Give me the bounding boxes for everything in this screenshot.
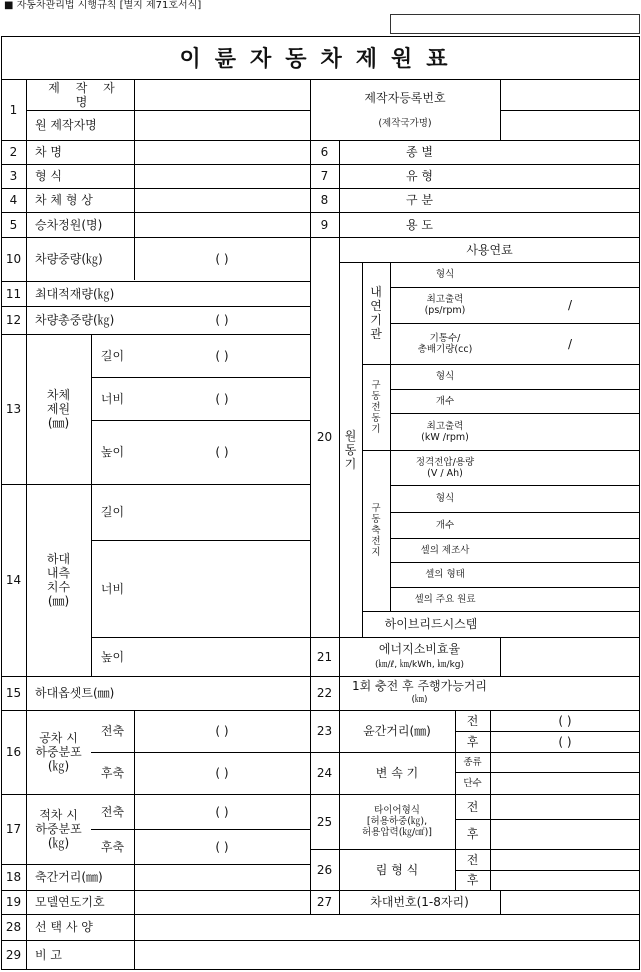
row-num-4: 4 [9,193,18,207]
row-num-23: 23 [316,724,333,738]
efficiency-units: (㎞/ℓ, ㎞/kWh, ㎞/kg) [374,660,465,670]
transmission-label: 변 속 기 [375,766,419,780]
vin-label: 차대번호(1-8자리) [370,895,469,909]
row-num-17: 17 [5,822,22,836]
maker-country-label: (제작국가명) [378,117,432,129]
motor-type-label: 형식 [435,371,455,382]
range-label: 1회 충전 후 주행가능거리 [352,679,487,693]
loaded-rear-axle-label: 후축 [100,839,125,854]
row-num-29: 29 [5,948,22,962]
body-length-label: 길이 [100,348,125,363]
empty-front-axle-label: 전축 [100,724,125,738]
ice-type-label: 형식 [435,269,455,280]
options-label: 선 택 사 양 [35,920,93,934]
row-num-28: 28 [5,920,22,934]
hybrid-label: 하이브리드시스템 [384,617,478,631]
motor-count-label: 개수 [435,395,455,407]
model-year-label: 모델연도기호 [35,895,105,909]
rim-rear-label: 후 [466,873,479,887]
deck-offset-label: 하대옵셋트(㎜) [35,686,115,700]
remarks-label: 비 고 [35,948,62,962]
original-maker-label: 원 제작자명 [35,118,97,132]
tread-rear-paren: ( ) [558,734,572,749]
ice-cylinder-slash: / [567,336,573,351]
remarks-field[interactable] [134,940,640,970]
rim-front-label: 전 [466,852,479,867]
form-number: ■ 자동차관리법 시행규칙 [별지 제71호서식] [4,0,202,11]
class-label: 종 별 [406,145,433,159]
body-width-label: 너비 [100,391,125,406]
deck-width-label: 너비 [100,581,125,596]
deck-height-label: 높이 [100,649,125,664]
empty-load-dist-label: 공차 시 하중분포 (㎏) [35,731,82,773]
fuel-label: 사용연료 [466,242,513,257]
row-num-21: 21 [316,649,333,664]
row-num-1: 1 [9,103,18,117]
cell-shape-label: 셀의 형태 [425,569,465,580]
body-shape-label: 차 체 형 상 [35,193,93,207]
row-num-2: 2 [9,145,18,159]
model-label: 형 식 [35,169,62,183]
transmission-kind-label: 종류 [463,756,482,768]
drive-motor-label: 구 동 전 동 기 [371,379,381,435]
cell-material-label: 셀의 주요 원료 [414,593,476,605]
tread-rear-label: 후 [466,734,479,749]
loaded-load-dist-label: 적차 시 하중분포 (㎏) [35,808,82,850]
row-num-26: 26 [316,862,333,877]
empty-front-paren: ( ) [215,724,229,738]
row-num-7: 7 [320,169,329,183]
maker-reg-no-label: 제작자등록번호 [364,91,446,105]
tire-type-label: 타이어형식 [허용하중(㎏), 허용압력(㎏/㎠)] [361,805,433,838]
tread-front-paren: ( ) [558,713,572,728]
form-title: 이륜자동차제원표 [1,36,640,80]
row-num-16: 16 [5,745,22,759]
ice-power-label: 최고출력 (ps/rpm) [424,294,466,316]
category-label: 구 분 [406,193,433,207]
vehicle-name-label: 차 명 [35,145,62,159]
registration-box [390,14,640,34]
tire-rear-label: 후 [466,827,479,841]
maker-name-label: 제 작 자 명 [48,81,121,109]
usage-label: 용 도 [406,217,433,232]
transmission-stages-label: 단수 [463,777,482,789]
options-field[interactable] [134,914,640,940]
ice-power-slash: / [567,298,573,312]
curb-weight-paren: ( ) [215,252,229,266]
row-num-3: 3 [9,169,18,183]
row-num-8: 8 [320,193,329,207]
gross-weight-label: 차량총중량(㎏) [35,313,115,327]
body-length-paren: ( ) [215,348,229,363]
row-num-22: 22 [316,686,333,700]
deck-dim-label: 하대 내측 치수 (㎜) [46,552,71,608]
loaded-rear-paren: ( ) [215,839,229,854]
deck-length-label: 길이 [100,505,125,519]
gross-weight-paren: ( ) [215,313,229,327]
body-width-paren: ( ) [215,391,229,406]
max-load-label: 최대적재량(㎏) [35,286,115,301]
row-num-9: 9 [320,217,329,232]
original-maker-field[interactable] [134,110,310,140]
row-num-24: 24 [316,766,333,780]
row-num-20: 20 [316,430,333,444]
body-dim-label: 차체 제원 (㎜) [46,388,71,430]
row-num-27: 27 [316,895,333,909]
row-num-15: 15 [5,686,22,700]
drive-battery-label: 구 동 축 전 지 [371,503,381,558]
row-num-12: 12 [5,313,22,327]
wheelbase-label: 축간거리(㎜) [35,870,103,884]
battery-count-label: 개수 [435,519,455,531]
battery-voltage-label: 정격전압/용량 (V / Ah) [415,456,475,479]
empty-rear-axle-label: 후축 [100,766,125,780]
loaded-front-axle-label: 전축 [100,804,125,819]
row-num-14: 14 [5,573,22,587]
type-label: 유 형 [406,169,433,183]
tread-label: 윤간거리(㎜) [363,724,431,738]
row-num-11: 11 [5,286,22,301]
body-height-label: 높이 [100,445,125,459]
capacity-label: 승차정원(명) [35,217,103,232]
row-num-10: 10 [5,252,22,266]
row-num-6: 6 [320,145,329,159]
empty-rear-paren: ( ) [215,766,229,780]
efficiency-label: 에너지소비효율 [378,642,461,656]
ice-label: 내 연 기 관 [370,285,382,341]
body-height-paren: ( ) [215,445,229,459]
row-num-25: 25 [316,814,333,829]
loaded-front-paren: ( ) [215,804,229,819]
motor-power-label: 최고출력 (kW /rpm) [421,420,469,443]
tire-front-label: 전 [466,799,479,814]
cell-maker-label: 셀의 제조사 [420,544,470,556]
tread-front-label: 전 [466,713,479,728]
engine-label: 원 동 기 [344,428,357,471]
range-unit: (㎞) [411,695,428,705]
battery-type-label: 형식 [435,493,455,504]
row-num-19: 19 [5,895,22,909]
ice-cylinder-label: 기통수/ 총배기량(cc) [417,332,473,355]
row-num-13: 13 [5,402,22,416]
rim-type-label: 림 형 식 [375,862,419,877]
row-num-18: 18 [5,870,22,884]
maker-name-field[interactable] [134,80,310,110]
curb-weight-label: 차량중량(㎏) [35,252,103,266]
row-num-5: 5 [9,217,18,232]
